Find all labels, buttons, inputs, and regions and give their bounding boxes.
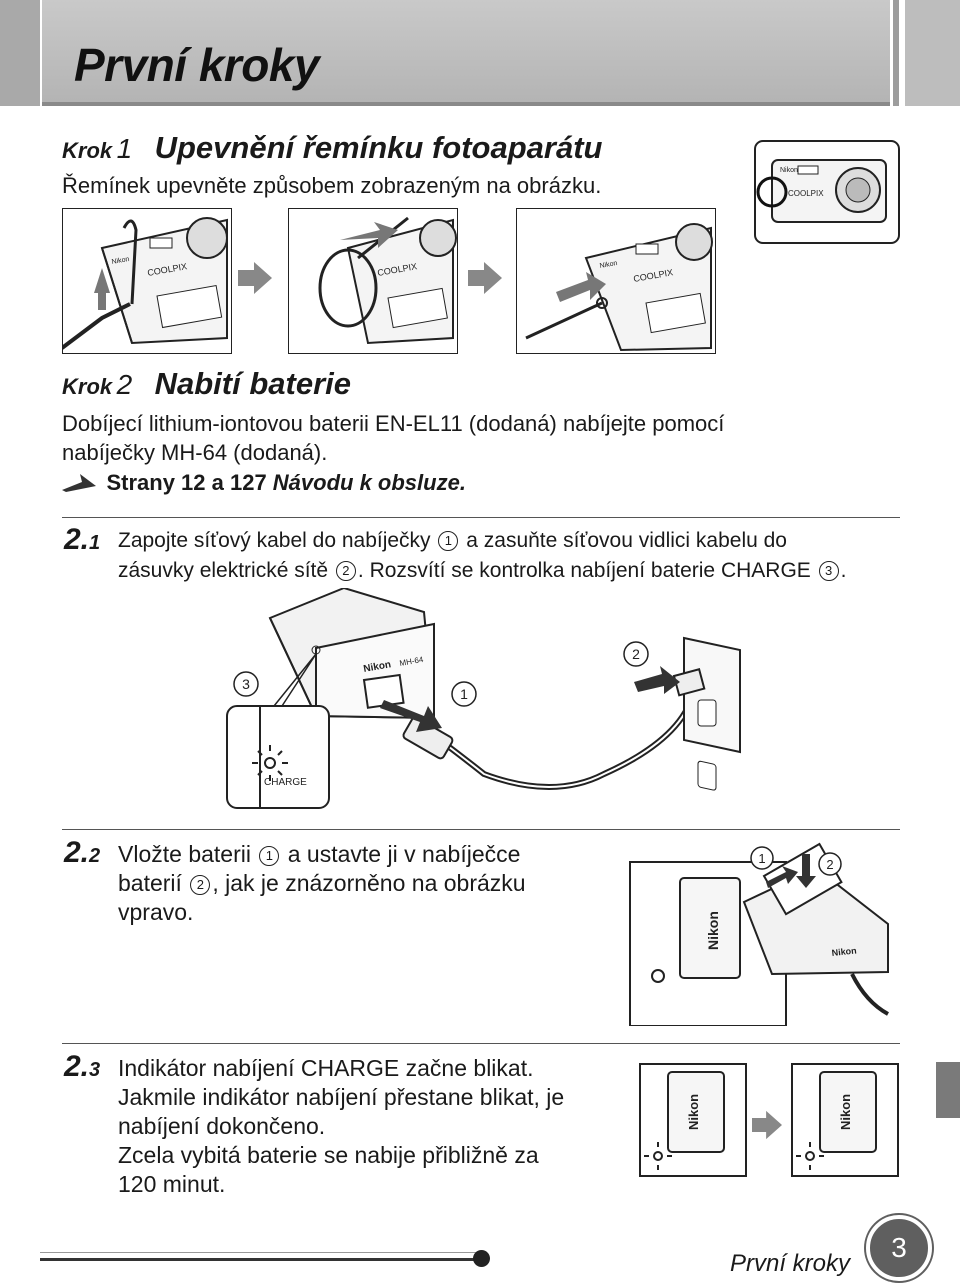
charger-brand-text: Nikon [831, 945, 858, 958]
camera-model-text: COOLPIX [632, 267, 674, 284]
page-number: 3 [866, 1215, 932, 1281]
section-tab [936, 1062, 960, 1118]
step2-heading [62, 366, 351, 402]
camera-model-text: COOLPIX [376, 261, 418, 278]
banner-divider [893, 0, 899, 106]
arrow-right-icon [752, 1110, 782, 1140]
callout-2: 2 [632, 646, 640, 662]
footer-rule-thin [40, 1252, 486, 1253]
arrow-right-icon [468, 262, 502, 294]
callout-1: 1 [758, 851, 766, 866]
battery-brand-text: Nikon [705, 911, 721, 950]
footer-dot [473, 1250, 490, 1267]
callout-2: 2 [190, 875, 210, 895]
strap-figure-2 [288, 208, 458, 354]
callout-1: 1 [259, 846, 279, 866]
banner-left-edge [0, 0, 40, 106]
reference-arrow-icon [62, 474, 96, 492]
callout-1: 1 [438, 531, 458, 551]
step2-text-line1: Dobíjecí lithium-iontovou baterii EN-EL11 (dodaná) nabíjejte pomocí [62, 411, 725, 436]
step2-keyword: Krok [62, 374, 113, 399]
step1-keyword: Krok [62, 138, 113, 163]
camera-brand-text: Nikon [780, 167, 798, 174]
callout-3: 3 [242, 676, 250, 692]
battery-brand-text: Nikon [686, 1093, 701, 1130]
strap-figure-3 [516, 208, 716, 354]
battery-insert-figure [626, 842, 896, 1026]
page-title: První kroky [74, 39, 320, 91]
divider [62, 829, 900, 830]
charging-blinking-figure [638, 1062, 748, 1178]
footer-rule [40, 1258, 486, 1261]
callout-2: 2 [826, 857, 834, 872]
camera-model-text: COOLPIX [146, 261, 188, 278]
charger-model-text: MH-64 [398, 654, 424, 668]
camera-brand-text: Nikon [111, 255, 130, 266]
step2-reference [62, 470, 466, 496]
sub21-text: Zapojte síťový kabel do nabíječky 1 a zasuňte síťovou vidlici kabelu do zásuvky elektrické sítě 2 . Rozsvítí se kontrolka nabíjení baterie CHARGE 3 . [118, 529, 847, 582]
sub22-number: 2.2 [64, 836, 101, 869]
camera-brand-text: Nikon [599, 259, 618, 270]
callout-1: 1 [460, 686, 468, 702]
camera-model-text: COOLPIX [788, 189, 824, 198]
strap-figure-1 [62, 208, 232, 354]
step2-text-line2: nabíječky MH-64 (dodaná). [62, 440, 328, 465]
step1-title: Upevnění řemínku fotoaparátu [154, 130, 603, 165]
reference-manual: Návodu k obsluze. [272, 470, 466, 495]
battery-brand-text: Nikon [838, 1093, 853, 1130]
camera-overview-figure [754, 140, 900, 244]
sub23-text: Indikátor nabíjení CHARGE začne blikat. Jakmile indikátor nabíjení přestane blikat, je nabíjení dokončeno. Zcela vybitá baterie se nabije přibližně za 120 minut. [118, 1055, 565, 1197]
step1-text: Řemínek upevněte způsobem zobrazeným na obrázku. [62, 173, 602, 198]
step2-number: 2 [116, 369, 133, 400]
charge-label: CHARGE [264, 777, 307, 788]
sub21-number: 2.1 [64, 523, 101, 556]
arrow-right-icon [238, 262, 272, 294]
sub22-text: Vložte baterii 1 a ustavte ji v nabíječce baterií 2 , jak je znázorněno na obrázku vpravo. [118, 841, 526, 925]
divider [62, 1043, 900, 1044]
inset-pointer [270, 650, 330, 710]
sub23-number: 2.3 [64, 1050, 101, 1083]
reference-text: Strany 12 a 127 [106, 470, 273, 495]
footer-section-label: První kroky [730, 1250, 851, 1277]
charge-indicator-inset [226, 705, 330, 809]
callout-2: 2 [336, 561, 356, 581]
callout-3: 3 [819, 561, 839, 581]
step1-heading [62, 130, 602, 166]
charging-complete-figure [790, 1062, 900, 1178]
banner-right-edge [905, 0, 960, 106]
divider [62, 517, 900, 518]
charger-brand-text: Nikon [362, 659, 392, 675]
step1-number: 1 [116, 133, 133, 164]
step2-title: Nabití baterie [154, 366, 351, 401]
